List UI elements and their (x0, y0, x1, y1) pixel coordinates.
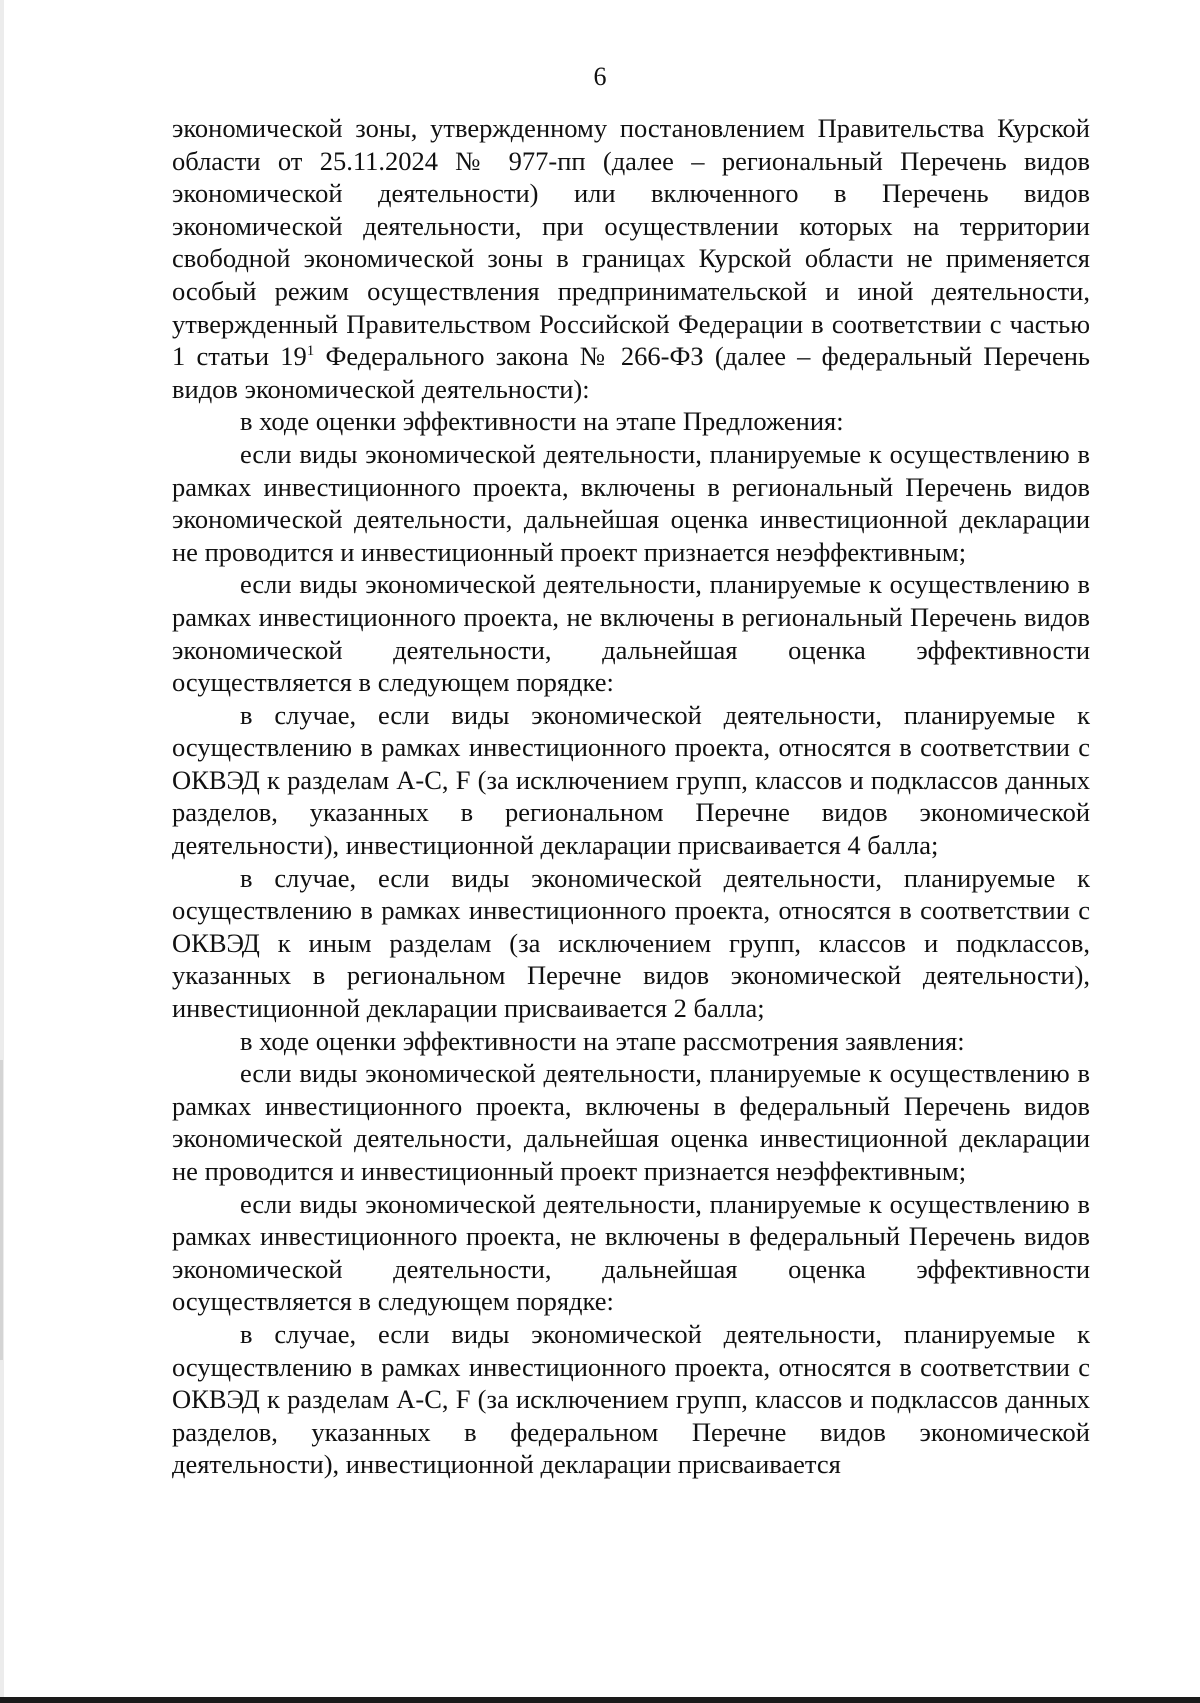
paragraph-regional-2-points (172, 862, 1090, 1025)
paragraph-regional-not-included (172, 568, 1090, 698)
paragraph-text: если виды экономической деятельности, планируемые к осуществлению в рамках инвестиционного проекта, не включены в региональный Перечень видов экономической деятельности, дальнейшая оценка эффективности осуществляется в следующем порядке: (172, 569, 1090, 698)
scan-binding-mark (0, 1060, 3, 1360)
paragraph-text: в ходе оценки эффективности на этапе Предложения: (240, 406, 844, 437)
paragraph-federal-points (172, 1318, 1090, 1481)
paragraph-text: если виды экономической деятельности, планируемые к осуществлению в рамках инвестиционного проекта, не включены в федеральный Перечень видов экономической деятельности, дальнейшая оценка эффективности осуществляется в следующем порядке: (172, 1188, 1090, 1317)
paragraph-application-stage (172, 1025, 1090, 1058)
paragraph-text: в случае, если виды экономической деятельности, планируемые к осуществлению в рамках инвестиционного проекта, относятся в соответствии с ОКВЭД к разделам А-С, F (за исключением групп, классов и подклассов данных разделов, указанных в федеральном Перечне видов экономической деятельности), инвестиционной декларации присваивается (172, 1318, 1090, 1480)
paragraph-continuation (172, 112, 1090, 405)
document-body (172, 112, 1090, 1481)
page-number: 6 (593, 62, 607, 91)
paragraph-regional-included (172, 438, 1090, 568)
paragraph-text: в ходе оценки эффективности на этапе рассмотрения заявления: (240, 1025, 965, 1056)
superscript-article-index: 1 (306, 343, 315, 360)
paragraph-text: если виды экономической деятельности, планируемые к осуществлению в рамках инвестиционного проекта, включены в региональный Перечень видов экономической деятельности, дальнейшая оценка инвестиционной декларации не проводится и инвестиционный проект признается неэффективным; (172, 438, 1090, 567)
paragraph-text: Федерального закона № 266-ФЗ (далее – федеральный Перечень видов экономической деятельности): (172, 341, 1090, 404)
paragraph-text: в случае, если виды экономической деятельности, планируемые к осуществлению в рамках инвестиционного проекта, относятся в соответствии с ОКВЭД к разделам А-С, F (за исключением групп, классов и подклассов данных разделов, указанных в региональном Перечне видов экономической деятельности), инвестиционной декларации присваивается 4 балла; (172, 699, 1090, 861)
paragraph-text: в случае, если виды экономической деятельности, планируемые к осуществлению в рамках инвестиционного проекта, относятся в соответствии с ОКВЭД к иным разделам (за исключением групп, классов и подклассов, указанных в региональном Перечне видов экономической деятельности), инвестиционной декларации присваивается 2 балла; (172, 862, 1090, 1024)
paragraph-proposal-stage (172, 405, 1090, 438)
paragraph-text: экономической зоны, утвержденному постановлением Правительства Курской области от 25.11.2024 № 977-пп (далее – региональный Перечень видов экономической деятельности) или включенного в Перечень видов экономической деятельности, при осуществлении которых на территории свободной экономической зоны в границах Курской области не применяется особый режим осуществления предпринимательской и иной деятельности, утвержденный Правительством Российской Федерации в соответствии с частью 1 статьи 19 (172, 113, 1090, 372)
scan-left-edge (0, 0, 4, 1703)
scan-bottom-edge (0, 1697, 1200, 1703)
paragraph-text: если виды экономической деятельности, планируемые к осуществлению в рамках инвестиционного проекта, включены в федеральный Перечень видов экономической деятельности, дальнейшая оценка инвестиционной декларации не проводится и инвестиционный проект признается неэффективным; (172, 1058, 1090, 1186)
paragraph-federal-not-included (172, 1188, 1090, 1318)
paragraph-federal-included (172, 1057, 1090, 1187)
paragraph-regional-4-points (172, 699, 1090, 862)
